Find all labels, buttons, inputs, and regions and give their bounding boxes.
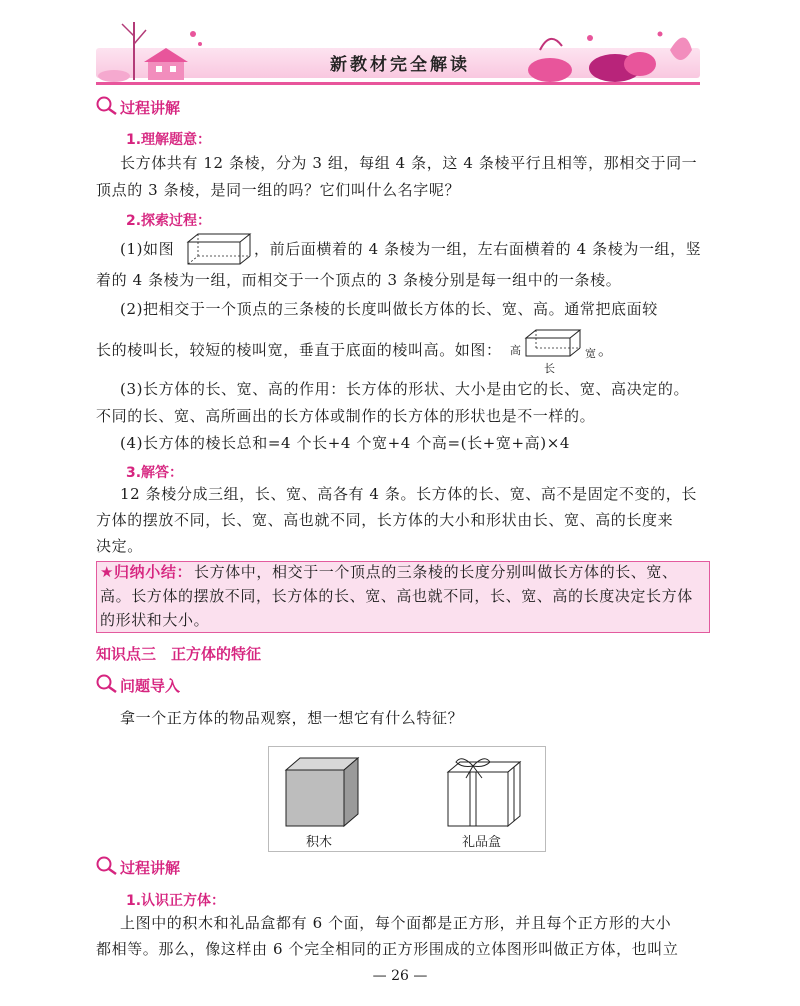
cube-line2: 都相等。那么，像这样由 6 个完全相同的正方形围成的立体图形叫做正方体，也叫立 bbox=[96, 940, 679, 958]
header-title: 新教材完全解读 bbox=[330, 55, 470, 75]
summary-line1: 长方体中，相交于一个顶点的三条棱的长度分别叫做长方体的长、宽、 bbox=[194, 563, 678, 581]
diagram-label-width: 宽 bbox=[585, 347, 596, 360]
answer-line3: 决定。 bbox=[96, 537, 143, 555]
magnifier-icon bbox=[94, 854, 118, 878]
p2-line1: (2)把相交于一个顶点的三条棱的长度叫做长方体的长、宽、高。通常把底面较 bbox=[120, 300, 658, 318]
header-left-decoration-icon bbox=[96, 14, 206, 84]
page-number: — 26 — bbox=[372, 968, 428, 984]
cube-step1-title: 1.认识正方体： bbox=[126, 893, 226, 909]
p1-prefix: (1)如图 bbox=[120, 240, 175, 258]
section-title-process-2: 过程讲解 bbox=[120, 859, 181, 877]
p4-line: (4)长方体的棱长总和=4 个长+4 个宽+4 个高=(长+宽+高)×4 bbox=[120, 434, 571, 452]
step1-line1: 长方体共有 12 条棱，分为 3 组，每组 4 条，这 4 条棱平行且相等，那相交于同一 bbox=[120, 154, 698, 172]
summary-label: ★归纳小结： bbox=[100, 563, 193, 581]
header-divider bbox=[96, 82, 700, 85]
step3-title: 3.解答： bbox=[126, 465, 184, 481]
magnifier-icon bbox=[94, 672, 118, 696]
cuboid-dimension-diagram-icon bbox=[524, 328, 584, 360]
section-title-intro: 问题导入 bbox=[120, 677, 181, 695]
block-cube-image bbox=[282, 756, 362, 828]
knowledge-point-title: 知识点三 正方体的特征 bbox=[96, 645, 262, 663]
p1-suffix: ，前后面横着的 4 条棱为一组，左右面横着的 4 条棱为一组，竖 bbox=[254, 240, 702, 258]
p2-end: 。 bbox=[598, 341, 614, 359]
cuboid-diagram-icon bbox=[186, 232, 252, 266]
header-right-decoration-icon bbox=[520, 20, 700, 84]
caption-block: 积木 bbox=[306, 835, 333, 850]
step1-line2: 顶点的 3 条棱，是同一组的吗？它们叫什么名字呢？ bbox=[96, 181, 461, 199]
answer-line1: 12 条棱分成三组，长、宽、高各有 4 条。长方体的长、宽、高不是固定不变的，长 bbox=[120, 485, 697, 503]
p1-line2: 着的 4 条棱为一组，而相交于一个顶点的 3 条棱分别是每一组中的一条棱。 bbox=[96, 271, 622, 289]
answer-line2: 方体的摆放不同，长、宽、高也就不同，长方体的大小和形状由长、宽、高的长度来 bbox=[96, 511, 674, 529]
gift-box-image bbox=[444, 752, 524, 830]
summary-line2: 高。长方体的摆放不同，长方体的长、宽、高也就不同，长、宽、高的长度决定长方体 bbox=[100, 587, 693, 605]
p3-line1: (3)长方体的长、宽、高的作用：长方体的形状、大小是由它的长、宽、高决定的。 bbox=[120, 380, 690, 398]
diagram-label-height: 高 bbox=[510, 344, 521, 357]
step1-title: 1.理解题意： bbox=[126, 132, 212, 148]
section-title-process: 过程讲解 bbox=[120, 99, 181, 117]
summary-line3: 的形状和大小。 bbox=[100, 611, 210, 629]
p2-line2: 长的棱叫长，较短的棱叫宽，垂直于底面的棱叫高。如图： bbox=[96, 341, 502, 359]
diagram-label-length: 长 bbox=[544, 362, 555, 375]
caption-gift-box: 礼品盒 bbox=[462, 835, 502, 850]
cube-line1: 上图中的积木和礼品盒都有 6 个面，每个面都是正方形，并且每个正方形的大小 bbox=[120, 914, 672, 932]
intro-question: 拿一个正方体的物品观察，想一想它有什么特征？ bbox=[120, 709, 464, 727]
p3-line2: 不同的长、宽、高所画出的长方体或制作的长方体的形状也是不一样的。 bbox=[96, 407, 596, 425]
magnifier-icon bbox=[94, 94, 118, 118]
step2-title: 2.探索过程： bbox=[126, 213, 212, 229]
